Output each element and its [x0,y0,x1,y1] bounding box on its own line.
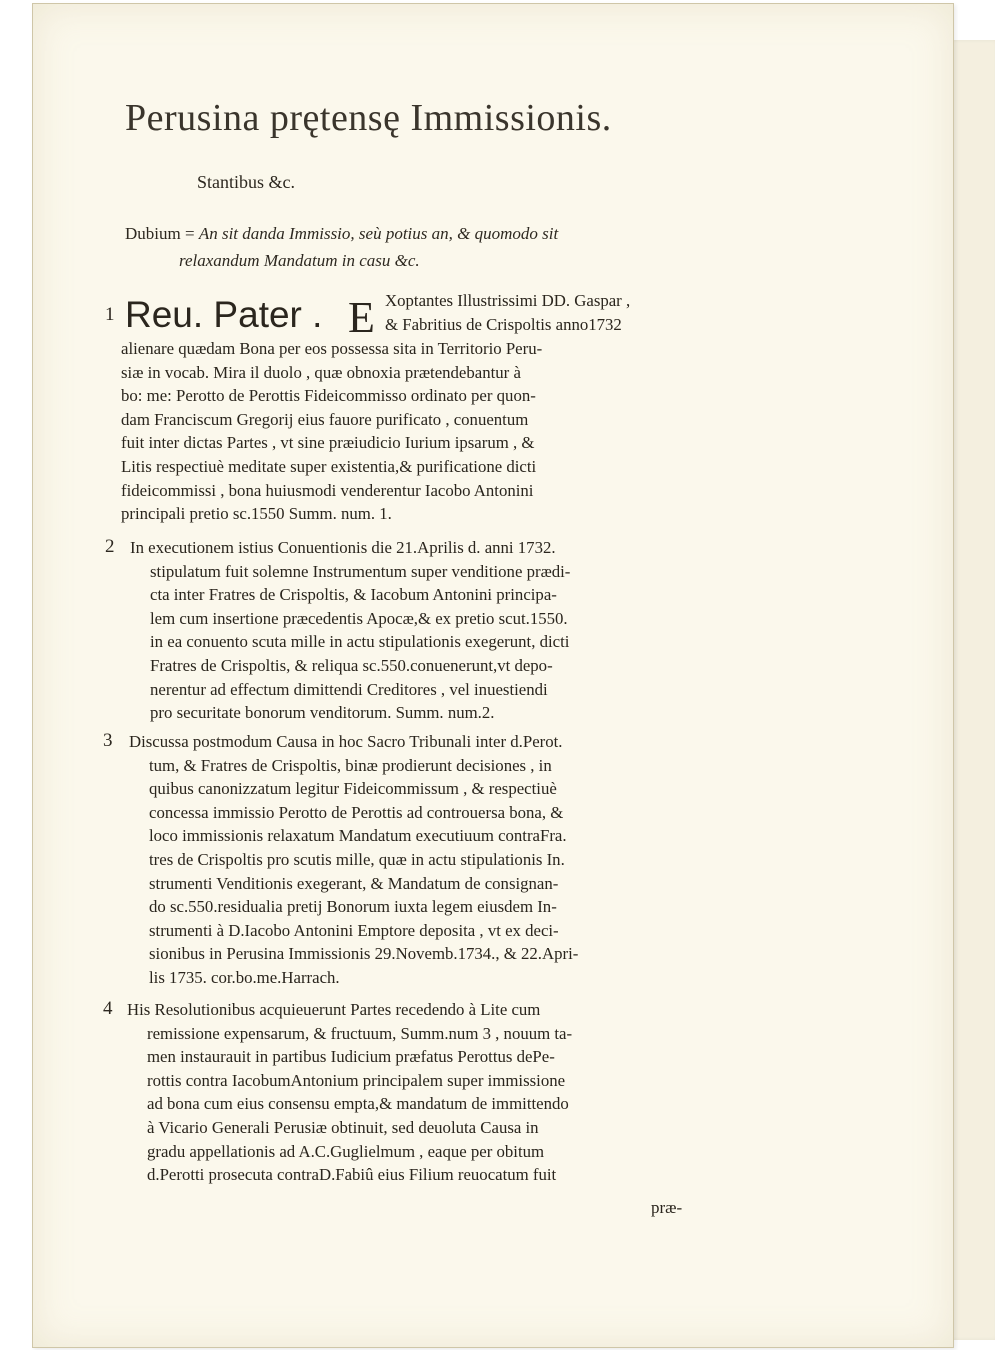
dubium-question-line-1: An sit danda Immissio, seù potius an, & quomodo sit [198,224,559,243]
text-line: Fratres de Crispoltis, & reliqua sc.550.conuenerunt,vt depo- [150,655,553,675]
paragraph-number: 4 [103,998,113,1019]
dubium-question-line-2: relaxandum Mandatum in casu &c. [179,251,420,270]
paragraph-lines [121,337,542,526]
text-line: men instaurauit in partibus Iudicium præfatus Perottus dePe- [147,1047,555,1067]
text-line: do sc.550.residualia pretij Bonorum iuxta legem eiusdem In- [149,897,557,917]
stantibus-line: Stantibus &c. [197,172,295,192]
text-line: gradu appellationis ad A.C.Guglielmum , eaque per obitum [147,1141,545,1161]
initial-letter: E [348,293,375,342]
dubium-label: Dubium = [125,224,199,243]
text-line: & Fabritius de Crispoltis anno1732 [385,314,622,334]
text-line: principali pretio sc.1550 Summ. num. 1. [121,504,392,524]
catchword: præ- [651,1198,683,1217]
text-line: fuit inter dictas Partes , vt sine præiudicio Iurium ipsarum , & [121,433,535,453]
paragraph-opening-lines [385,289,630,336]
text-line: rottis contra IacobumAntonium principalem super immissione [147,1070,566,1090]
reu-pater-opening: Reu. Pater . [125,294,323,335]
paragraph-number: 2 [105,536,115,557]
text-line: à Vicario Generali Perusiæ obtinuit, sed deuoluta Causa in [147,1117,539,1137]
text-line: d.Perotti prosecuta contraD.Fabiû eius Filium reuocatum fuit [147,1165,557,1185]
text-line: nerentur ad effectum dimittendi Creditores , vel inuestiendi [150,679,548,699]
text-line: fideicommissi , bona huiusmodi venderentur Iacobo Antonini [121,480,534,500]
paragraph-lines [127,998,572,1187]
document-title: Perusina prętensę Immissionis. [125,97,612,139]
text-line: strumenti Venditionis exegerant, & Mandatum de consignan- [149,873,559,893]
text-line: cta inter Fratres de Crispoltis, & Iacobum Antonini principa- [150,585,557,605]
text-line: Litis respectiuè meditate super existentia,& purificatione dicti [121,456,537,476]
text-line: strumenti à D.Iacobo Antonini Emptore deposita , vt ex deci- [149,920,559,940]
text-line: ad bona cum eius consensu empta,& mandatum de immittendo [147,1094,569,1114]
text-line: concessa immissio Perotto de Perottis ad controuersa bona, & [149,802,564,822]
text-line: bo: me: Perotto de Perottis Fideicommisso ordinato per quon- [121,386,536,406]
text-line: tres de Crispoltis pro scutis mille, quæ in actu stipulationis In. [149,849,565,869]
text-line: dam Franciscum Gregorij eius fauore purificato , conuentum [121,409,529,429]
text-line: remissione expensarum, & fructuum, Summ.num 3 , nouum ta- [147,1023,573,1043]
text-line: sionibus in Perusina Immissionis 29.Novemb.1734., & 22.Apri- [149,944,579,964]
paragraph-lines [129,730,578,990]
document-page [32,3,954,1348]
paragraph-lines [130,536,570,725]
text-line: Xoptantes Illustrissimi DD. Gaspar , [385,291,631,310]
text-line: quibus canonizzatum legitur Fideicommissum , & respectiuè [149,779,557,799]
text-line: lem cum insertione præcedentis Apocæ,& ex pretio scut.1550. [150,608,568,628]
text-line: siæ in vocab. Mira il duolo , quæ obnoxia prætendebantur à [121,362,521,382]
text-line: pro securitate bonorum venditorum. Summ. num.2. [150,703,495,723]
paragraph-number: 1 [105,304,115,325]
text-line: stipulatum fuit solemne Instrumentum super venditione prædi- [150,561,571,581]
text-line: His Resolutionibus acquieuerunt Partes recedendo à Lite cum [127,1000,541,1019]
text-line: In executionem istius Conuentionis die 21.Aprilis d. anni 1732. [130,538,556,557]
dubium-block [125,220,765,274]
paragraph-number: 3 [103,730,113,751]
text-line: loco immissionis relaxatum Mandatum executiuum contraFra. [149,826,567,846]
text-line: lis 1735. cor.bo.me.Harrach. [149,967,340,987]
text-line: tum, & Fratres de Crispoltis, binæ prodierunt decisiones , in [149,755,552,775]
text-line: in ea conuento scuta mille in actu stipulationis exegerunt, dicti [150,632,570,652]
text-line: alienare quædam Bona per eos possessa sita in Territorio Peru- [121,339,543,358]
text-line: Discussa postmodum Causa in hoc Sacro Tribunali inter d.Perot. [129,732,563,751]
